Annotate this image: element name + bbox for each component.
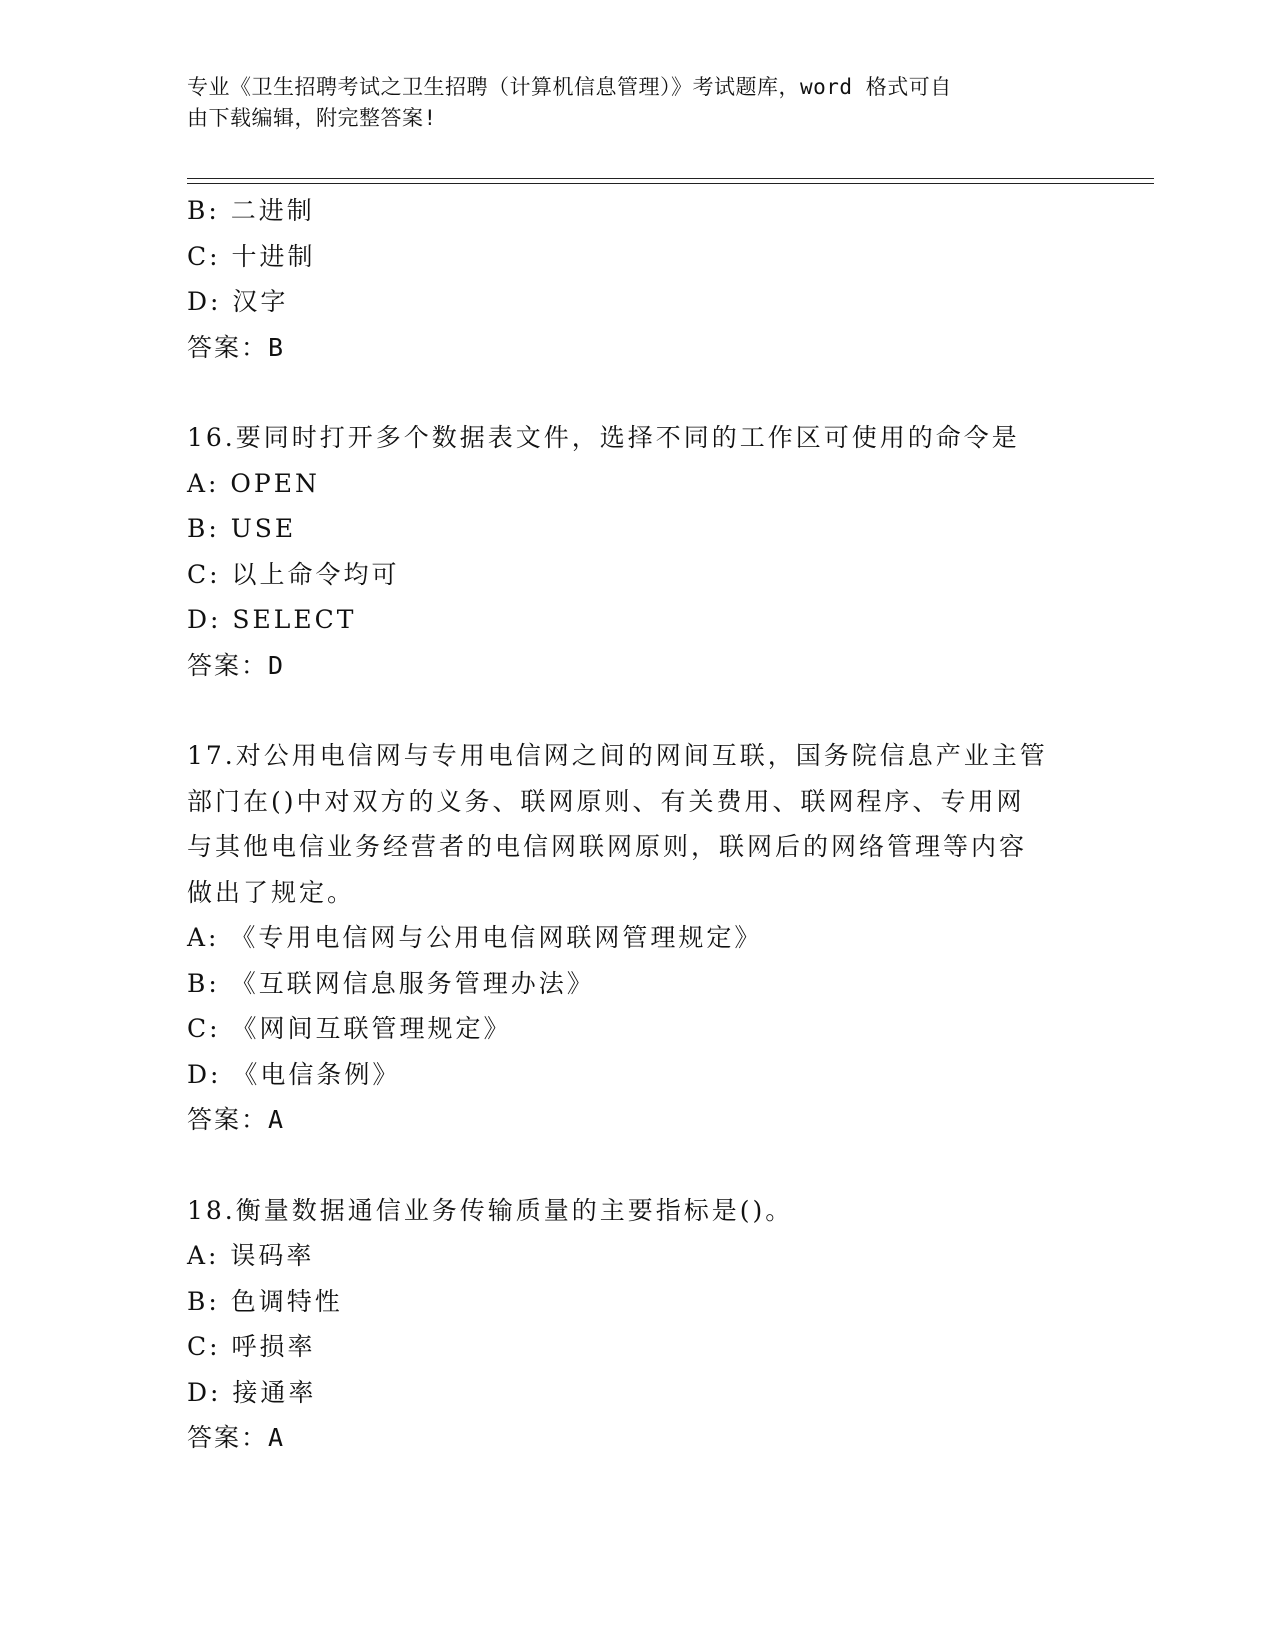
header-line-1: 专业《卫生招聘考试之卫生招聘（计算机信息管理）》考试题库，word 格式可自 — [187, 75, 952, 99]
question-16-block — [187, 415, 1087, 688]
document-header — [187, 72, 1067, 134]
question-spacer — [187, 1143, 1087, 1188]
q18-question: 18.衡量数据通信业务传输质量的主要指标是()。 — [187, 1195, 794, 1225]
q16-option-b: B: USE — [187, 514, 297, 543]
q17-option-a: A: 《专用电信网与公用电信网联网管理规定》 — [187, 923, 763, 952]
q15-option-c: C: 十进制 — [187, 241, 316, 271]
q17-question-line-1: 17.对公用电信网与专用电信网之间的网间互联，国务院信息产业主管 — [187, 741, 1048, 770]
q15-answer: 答案：B — [187, 332, 286, 362]
q17-option-d: D: 《电信条例》 — [187, 1059, 401, 1089]
question-spacer — [187, 688, 1087, 733]
q15-option-d: D: 汉字 — [187, 287, 289, 316]
question-18-block — [187, 1188, 1087, 1461]
question-17-block — [187, 733, 1087, 1143]
q17-option-b: B: 《互联网信息服务管理办法》 — [187, 968, 595, 998]
q18-option-d: D: 接通率 — [187, 1377, 317, 1407]
q16-option-d: D: SELECT — [187, 605, 357, 634]
q16-option-a: A: OPEN — [187, 468, 320, 498]
question-spacer — [187, 370, 1087, 415]
question-15-block — [187, 188, 1087, 370]
question-list — [187, 188, 1087, 1461]
q17-question-line-4: 做出了规定。 — [187, 877, 356, 907]
q17-option-c: C: 《网间互联管理规定》 — [187, 1014, 512, 1043]
header-divider-bottom — [187, 183, 1154, 184]
q17-answer: 答案：A — [187, 1105, 286, 1134]
header-line-2: 由下载编辑，附完整答案! — [187, 106, 437, 130]
q16-answer: 答案：D — [187, 650, 286, 680]
q18-option-a: A: 误码率 — [187, 1241, 315, 1270]
q16-option-c: C: 以上命令均可 — [187, 559, 400, 589]
q16-question: 16.要同时打开多个数据表文件，选择不同的工作区可使用的命令是 — [187, 423, 1020, 452]
header-divider-top — [187, 178, 1154, 179]
q17-question-line-2: 部门在()中对双方的义务、联网原则、有关费用、联网程序、专用网 — [187, 786, 1025, 816]
q17-question-line-3: 与其他电信业务经营者的电信网联网原则，联网后的网络管理等内容 — [187, 832, 1028, 861]
q18-answer: 答案：A — [187, 1423, 286, 1452]
q18-option-b: B: 色调特性 — [187, 1286, 343, 1316]
q15-option-b: B: 二进制 — [187, 196, 315, 225]
q18-option-c: C: 呼损率 — [187, 1332, 316, 1361]
